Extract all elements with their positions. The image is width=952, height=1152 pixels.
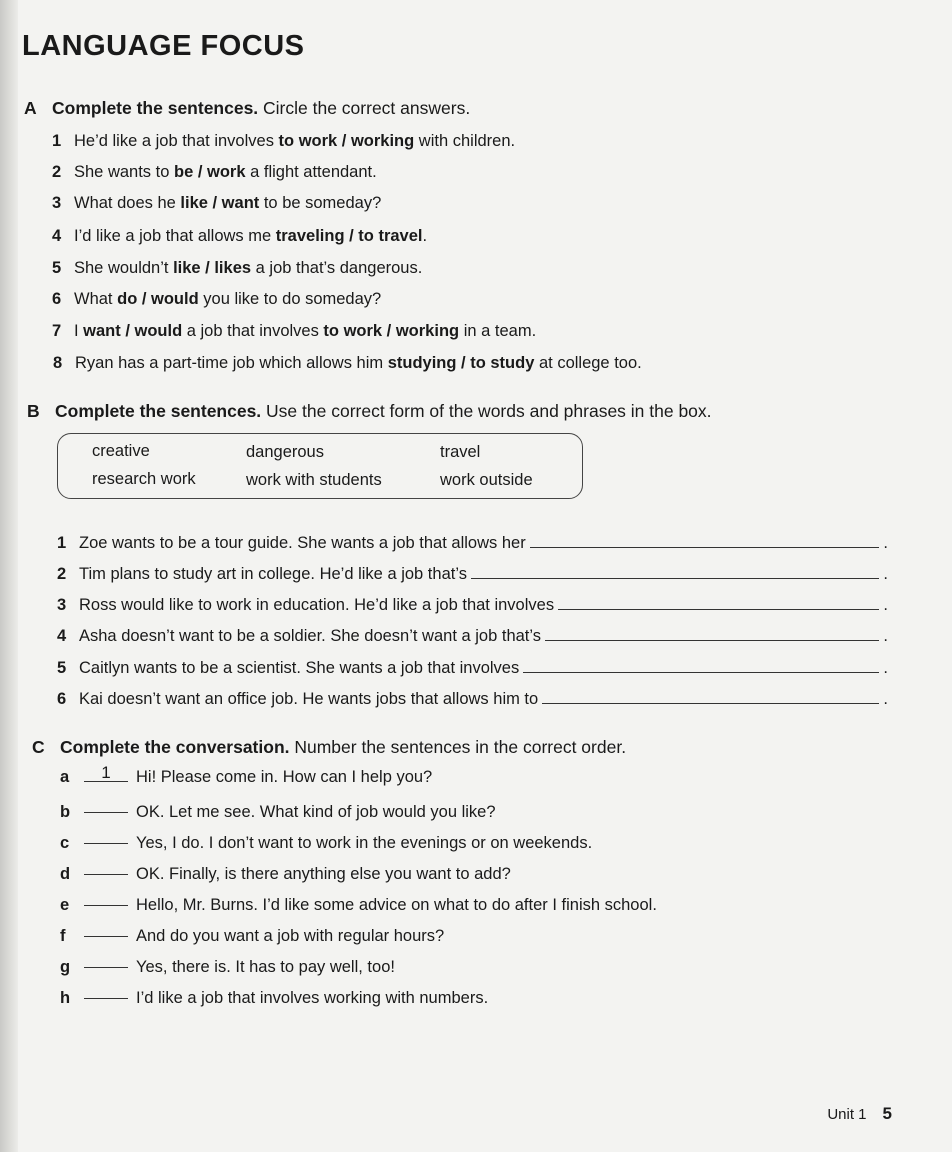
question-item [52, 163, 377, 182]
sentence-period: . [883, 690, 888, 708]
answer-choice[interactable]: to work / working [323, 322, 460, 340]
conversation-line [60, 800, 496, 822]
conversation-line [60, 893, 657, 915]
order-number-blank[interactable]: 1 [84, 765, 128, 782]
question-number: 1 [52, 132, 62, 150]
section-instruction-bold: Complete the sentences. [55, 401, 262, 421]
question-text: Kai doesn’t want an office job. He wants jobs that allows him to [79, 690, 539, 708]
section-c-heading [32, 737, 626, 758]
fill-in-item [57, 626, 888, 646]
conversation-line [60, 831, 592, 853]
sentence-fragment: at college too. [534, 354, 642, 372]
sentence-fragment: She wants to [74, 163, 174, 181]
section-instruction-bold: Complete the sentences. [52, 98, 259, 118]
question-number: 6 [57, 690, 67, 708]
page-number: 5 [882, 1104, 892, 1123]
order-number-blank[interactable] [84, 889, 128, 906]
sentence-fragment: in a team. [459, 322, 537, 340]
answer-blank[interactable] [558, 595, 879, 610]
line-letter: a [60, 768, 70, 786]
sentence-fragment: you like to do someday? [198, 290, 382, 308]
fill-in-item [57, 689, 888, 709]
question-number: 6 [52, 290, 62, 308]
word-box [57, 433, 583, 499]
answer-choice[interactable]: do / would [117, 290, 199, 308]
question-item [52, 227, 427, 246]
fill-in-item [57, 564, 888, 584]
answer-choice[interactable]: be / work [173, 163, 246, 181]
question-text: Ross would like to work in education. He’d like a job that involves [79, 596, 555, 614]
line-letter: d [60, 865, 71, 883]
box-word: work outside [440, 471, 533, 489]
sentence-fragment: She wouldn’t [74, 259, 174, 277]
section-instruction-bold: Complete the conversation. [60, 737, 290, 757]
question-text [74, 322, 536, 341]
line-letter: h [60, 989, 71, 1007]
sentence-fragment: to be someday? [259, 194, 382, 212]
answer-blank[interactable] [542, 689, 879, 704]
question-text [75, 354, 642, 373]
box-word: work with students [246, 471, 382, 489]
sentence-period: . [883, 534, 888, 552]
box-word: creative [92, 442, 150, 460]
unit-label: Unit 1 [827, 1106, 867, 1123]
question-text [74, 290, 381, 309]
question-number: 8 [53, 354, 63, 372]
section-b-heading [27, 401, 712, 422]
answer-blank[interactable] [471, 564, 879, 579]
question-number: 5 [52, 259, 62, 277]
line-letter: b [60, 803, 71, 821]
sentence-fragment: What does he [74, 194, 181, 212]
question-item [52, 194, 381, 213]
question-item [53, 354, 642, 373]
order-number-blank[interactable] [84, 827, 128, 844]
conversation-text: Hi! Please come in. How can I help you? [136, 768, 433, 786]
conversation-line [60, 924, 444, 946]
section-letter: B [27, 401, 40, 421]
answer-choice[interactable]: studying / to study [387, 354, 535, 372]
question-item [52, 290, 381, 309]
question-text: Tim plans to study art in college. He’d like a job that’s [79, 565, 467, 583]
question-number: 1 [57, 534, 67, 552]
conversation-line [60, 862, 511, 884]
line-letter: e [60, 896, 70, 914]
order-number-blank[interactable] [84, 796, 128, 813]
order-number-blank[interactable] [84, 858, 128, 875]
sentence-fragment: . [422, 227, 428, 245]
section-instruction: Circle the correct answers. [258, 98, 471, 118]
conversation-text: Yes, there is. It has to pay well, too! [136, 958, 395, 976]
box-word: research work [92, 470, 196, 488]
question-number: 5 [57, 659, 67, 677]
answer-choice[interactable]: to work / working [278, 132, 415, 150]
conversation-text: I’d like a job that involves working with numbers. [136, 989, 489, 1007]
box-word: travel [440, 443, 481, 461]
section-instruction: Number the sentences in the correct order. [289, 737, 627, 757]
line-letter: g [60, 958, 71, 976]
question-number: 7 [52, 322, 62, 340]
conversation-text: And do you want a job with regular hours? [136, 927, 445, 945]
sentence-period: . [883, 565, 888, 583]
answer-blank[interactable] [530, 533, 880, 548]
section-instruction: Use the correct form of the words and phrases in the box. [261, 401, 712, 421]
question-item [52, 259, 422, 278]
question-item [52, 322, 536, 341]
sentence-fragment: What [74, 290, 118, 308]
question-item [52, 132, 515, 151]
fill-in-item [57, 533, 888, 553]
answer-choice[interactable]: like / likes [173, 259, 252, 277]
sentence-period: . [883, 596, 888, 614]
question-text [74, 163, 377, 182]
answer-choice[interactable]: like / want [180, 194, 260, 212]
sentence-fragment: I [74, 322, 84, 340]
answer-blank[interactable] [545, 626, 879, 641]
question-number: 3 [52, 194, 62, 212]
box-word: dangerous [246, 443, 324, 461]
answer-choice[interactable]: traveling / to travel [275, 227, 423, 245]
fill-in-item [57, 595, 888, 615]
page-footer [827, 1104, 892, 1124]
question-number: 4 [57, 627, 67, 645]
question-text: Asha doesn’t want to be a soldier. She doesn’t want a job that’s [79, 627, 541, 645]
sentence-fragment: He’d like a job that involves [74, 132, 279, 150]
sentence-period: . [883, 627, 888, 645]
conversation-text: OK. Finally, is there anything else you want to add? [136, 865, 511, 883]
sentence-fragment: a job that’s dangerous. [251, 259, 423, 277]
question-number: 4 [52, 227, 62, 245]
question-text: Zoe wants to be a tour guide. She wants a job that allows her [79, 534, 526, 552]
sentence-fragment: Ryan has a part-time job which allows him [75, 354, 388, 372]
section-letter: C [32, 737, 45, 757]
conversation-text: OK. Let me see. What kind of job would you like? [136, 803, 496, 821]
sentence-fragment: a flight attendant. [245, 163, 377, 181]
page-title: LANGUAGE FOCUS [22, 30, 305, 62]
order-number-blank[interactable] [84, 920, 128, 937]
answer-choice[interactable]: want / would [83, 322, 183, 340]
question-text [74, 132, 515, 151]
line-letter: f [60, 927, 66, 945]
question-number: 2 [57, 565, 67, 583]
conversation-text: Yes, I do. I don’t want to work in the evenings or on weekends. [136, 834, 593, 852]
sentence-fragment: I’d like a job that allows me [74, 227, 276, 245]
conversation-text: Hello, Mr. Burns. I’d like some advice on what to do after I finish school. [136, 896, 657, 914]
question-text: Caitlyn wants to be a scientist. She wants a job that involves [79, 659, 520, 677]
conversation-line [60, 955, 395, 977]
answer-blank[interactable] [523, 658, 879, 673]
fill-in-item [57, 658, 888, 678]
sentence-fragment: with children. [414, 132, 516, 150]
sentence-period: . [883, 659, 888, 677]
order-number-blank[interactable] [84, 982, 128, 999]
question-text [74, 259, 422, 278]
conversation-line [60, 763, 433, 787]
line-letter: c [60, 834, 70, 852]
question-text [74, 227, 427, 246]
question-number: 3 [57, 596, 67, 614]
sentence-fragment: a job that involves [182, 322, 324, 340]
conversation-line [60, 986, 488, 1008]
question-text [74, 194, 381, 213]
question-number: 2 [52, 163, 62, 181]
order-number-blank[interactable] [84, 951, 128, 968]
section-a-heading [24, 98, 470, 119]
section-letter: A [24, 98, 37, 118]
